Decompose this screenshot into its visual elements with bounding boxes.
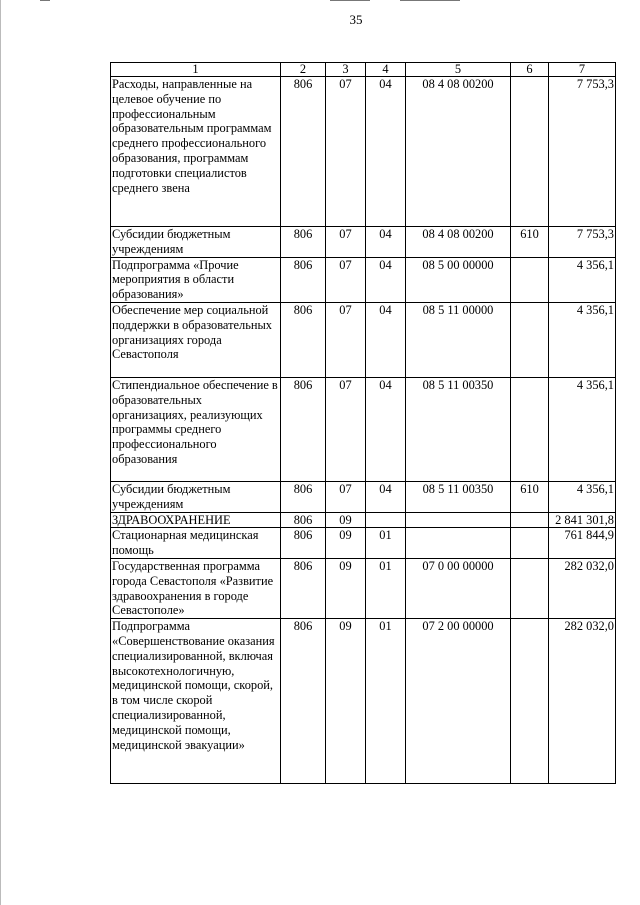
table-row	[111, 302, 616, 377]
row-expense-type	[511, 619, 549, 784]
row-section: 09	[326, 528, 366, 559]
row-name: Субсидии бюджетным учреждениям	[111, 481, 281, 512]
row-name: Субсидии бюджетным учреждениям	[111, 227, 281, 258]
row-amount: 4 356,1	[549, 481, 616, 512]
row-name: Подпрограмма «Прочие мероприятия в области образования»	[111, 257, 281, 302]
row-amount: 4 356,1	[549, 257, 616, 302]
column-header: 4	[366, 63, 406, 77]
row-amount: 282 032,0	[549, 558, 616, 618]
row-code: 806	[281, 481, 326, 512]
row-amount: 4 356,1	[549, 377, 616, 481]
row-target-article	[406, 512, 511, 528]
row-section: 07	[326, 257, 366, 302]
row-name: Стационарная медицинская помощь	[111, 528, 281, 559]
row-subsection: 01	[366, 528, 406, 559]
table-header-row	[111, 63, 616, 77]
row-target-article: 08 4 08 00200	[406, 227, 511, 258]
row-expense-type	[511, 528, 549, 559]
row-expense-type	[511, 257, 549, 302]
budget-table	[110, 62, 616, 784]
row-code: 806	[281, 512, 326, 528]
row-code: 806	[281, 528, 326, 559]
row-subsection: 01	[366, 558, 406, 618]
row-subsection: 04	[366, 302, 406, 377]
row-amount: 282 032,0	[549, 619, 616, 784]
row-expense-type	[511, 512, 549, 528]
row-target-article	[406, 528, 511, 559]
row-expense-type: 610	[511, 481, 549, 512]
row-code: 806	[281, 257, 326, 302]
page-edge-line	[0, 0, 1, 905]
column-header: 3	[326, 63, 366, 77]
row-expense-type	[511, 77, 549, 227]
scan-mark	[400, 0, 460, 1]
row-name: Обеспечение мер социальной поддержки в образовательных организациях города Севастополя	[111, 302, 281, 377]
table-row	[111, 619, 616, 784]
table-row	[111, 257, 616, 302]
row-section: 07	[326, 377, 366, 481]
row-section: 09	[326, 619, 366, 784]
column-header: 1	[111, 63, 281, 77]
row-section: 07	[326, 227, 366, 258]
page-number: 35	[349, 12, 363, 27]
row-amount: 7 753,3	[549, 77, 616, 227]
column-header: 6	[511, 63, 549, 77]
row-target-article: 08 5 11 00350	[406, 481, 511, 512]
scan-mark	[40, 0, 50, 1]
row-target-article: 07 0 00 00000	[406, 558, 511, 618]
row-code: 806	[281, 619, 326, 784]
row-name: Подпрограмма «Совершенствование оказания специализированной, включая высокотехнологичную, медицинской помощи, скорой, в том числе скорой специализированной, медицинской помощи, медицинской эвакуации»	[111, 619, 281, 784]
table-row	[111, 77, 616, 227]
table-row	[111, 227, 616, 258]
row-section: 07	[326, 302, 366, 377]
row-subsection: 04	[366, 377, 406, 481]
row-subsection: 04	[366, 257, 406, 302]
row-amount: 7 753,3	[549, 227, 616, 258]
row-section: 09	[326, 558, 366, 618]
column-header: 2	[281, 63, 326, 77]
row-name: Государственная программа города Севастополя «Развитие здравоохранения в городе Севастополе»	[111, 558, 281, 618]
row-subsection: 04	[366, 77, 406, 227]
row-code: 806	[281, 227, 326, 258]
scan-mark	[330, 0, 370, 1]
row-target-article: 08 5 11 00000	[406, 302, 511, 377]
table-row	[111, 512, 616, 528]
row-code: 806	[281, 377, 326, 481]
row-expense-type: 610	[511, 227, 549, 258]
table-row	[111, 558, 616, 618]
row-subsection: 04	[366, 227, 406, 258]
row-name: Расходы, направленные на целевое обучение по профессиональным образовательным программам среднего профессионального образования, программам подготовки специалистов среднего звена	[111, 77, 281, 227]
row-target-article: 08 5 11 00350	[406, 377, 511, 481]
row-code: 806	[281, 77, 326, 227]
row-section: 07	[326, 481, 366, 512]
row-subsection: 01	[366, 619, 406, 784]
row-amount: 4 356,1	[549, 302, 616, 377]
row-name: Стипендиальное обеспечение в образовательных организациях, реализующих программы среднего профессионального образования	[111, 377, 281, 481]
column-header: 7	[549, 63, 616, 77]
row-expense-type	[511, 377, 549, 481]
row-subsection	[366, 512, 406, 528]
row-section: 09	[326, 512, 366, 528]
row-amount: 2 841 301,8	[549, 512, 616, 528]
table-row	[111, 377, 616, 481]
row-section: 07	[326, 77, 366, 227]
row-expense-type	[511, 558, 549, 618]
table-row	[111, 528, 616, 559]
column-header: 5	[406, 63, 511, 77]
row-target-article: 08 4 08 00200	[406, 77, 511, 227]
row-name: ЗДРАВООХРАНЕНИЕ	[111, 512, 281, 528]
table-row	[111, 481, 616, 512]
row-amount: 761 844,9	[549, 528, 616, 559]
row-expense-type	[511, 302, 549, 377]
row-code: 806	[281, 302, 326, 377]
row-target-article: 08 5 00 00000	[406, 257, 511, 302]
row-target-article: 07 2 00 00000	[406, 619, 511, 784]
row-code: 806	[281, 558, 326, 618]
row-subsection: 04	[366, 481, 406, 512]
